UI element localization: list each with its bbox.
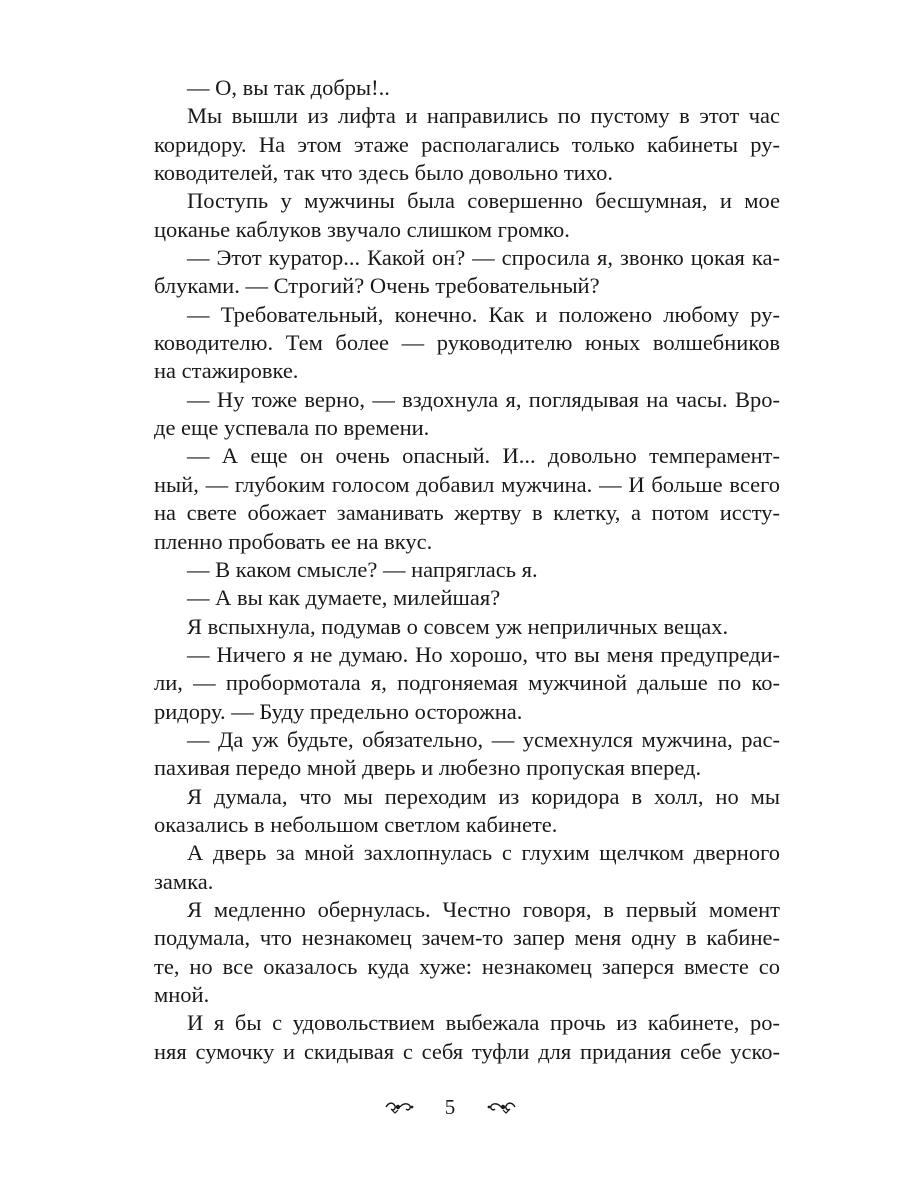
text-line: Я медленно обернулась. Честно говоря, в первый момент bbox=[187, 896, 780, 922]
text-line: на стажировке. bbox=[154, 358, 299, 384]
text-line: пленно пробовать ее на вкус. bbox=[154, 528, 433, 554]
text-line: — О, вы так добры!.. bbox=[187, 75, 390, 100]
text-line: пахивая передо мной дверь и любезно пропуская вперед. bbox=[154, 755, 702, 781]
text-line: оказались в небольшом светлом кабинете. bbox=[154, 811, 558, 837]
fleuron-left-icon bbox=[384, 1100, 414, 1114]
page-number: 5 bbox=[444, 1095, 456, 1120]
text-line: Я думала, что мы переходим из коридора в холл, но мы bbox=[187, 783, 780, 809]
text-line: подумала, что незнакомец зачем-то запер меня одну в кабине- bbox=[154, 925, 780, 951]
page-footer bbox=[0, 1092, 900, 1118]
text-line: няя сумочку и скидывая с себя туфли для придания себе уско- bbox=[154, 1038, 780, 1064]
text-line: ководителей, так что здесь было довольно тихо. bbox=[154, 160, 613, 186]
text-line: ководителю. Тем более — руководителю юных волшебников bbox=[154, 330, 780, 356]
text-line: — А вы как думаете, милейшая? bbox=[187, 585, 501, 611]
text-line: те, но все оказалось куда хуже: незнакомец заперся вместе со bbox=[154, 953, 780, 979]
text-line: — Ничего я не думаю. Но хорошо, что вы меня предупреди- bbox=[187, 641, 780, 667]
text-line: — В каком смысле? — напряглась я. bbox=[187, 556, 538, 582]
text-line: — Ну тоже верно, — вздохнула я, поглядывая на часы. Вро- bbox=[187, 386, 780, 412]
text-line: Мы вышли из лифта и направились по пустому в этот час bbox=[187, 103, 780, 129]
text-line: — Требовательный, конечно. Как и положено любому ру- bbox=[187, 301, 780, 327]
text-line: коридору. На этом этаже располагались только кабинеты ру- bbox=[154, 131, 780, 157]
text-line: Поступь у мужчины была совершенно бесшумная, и мое bbox=[187, 188, 780, 214]
text-line: Я вспыхнула, подумав о совсем уж неприличных вещах. bbox=[187, 613, 729, 639]
text-line: де еще успевала по времени. bbox=[154, 415, 430, 441]
text-line: цоканье каблуков звучало слишком громко. bbox=[154, 216, 570, 242]
text-line: А дверь за мной захлопнулась с глухим щелчком дверного bbox=[187, 840, 780, 866]
text-line: ридору. — Буду предельно осторожна. bbox=[154, 698, 523, 724]
text-line: — А еще он очень опасный. И... довольно темперамент- bbox=[187, 443, 780, 469]
text-line: на свете обожает заманивать жертву в клетку, а потом иссту- bbox=[154, 500, 780, 526]
text-line: ли, — пробормотала я, подгоняемая мужчиной дальше по ко- bbox=[154, 670, 780, 696]
fleuron-right-icon bbox=[487, 1100, 517, 1114]
book-page-text bbox=[154, 74, 780, 1066]
text-line: — Да уж будьте, обязательно, — усмехнулся мужчина, рас- bbox=[187, 726, 780, 752]
text-line: — Этот куратор... Какой он? — спросила я, звонко цокая ка- bbox=[187, 245, 780, 271]
text-line: замка. bbox=[154, 868, 214, 894]
text-line: блуками. — Строгий? Очень требовательный? bbox=[154, 273, 600, 299]
text-line: мной. bbox=[154, 982, 210, 1007]
text-line: ный, — глубоким голосом добавил мужчина. — И больше всего bbox=[154, 471, 780, 497]
text-line: И я бы с удовольствием выбежала прочь из кабинете, ро- bbox=[187, 1010, 780, 1036]
